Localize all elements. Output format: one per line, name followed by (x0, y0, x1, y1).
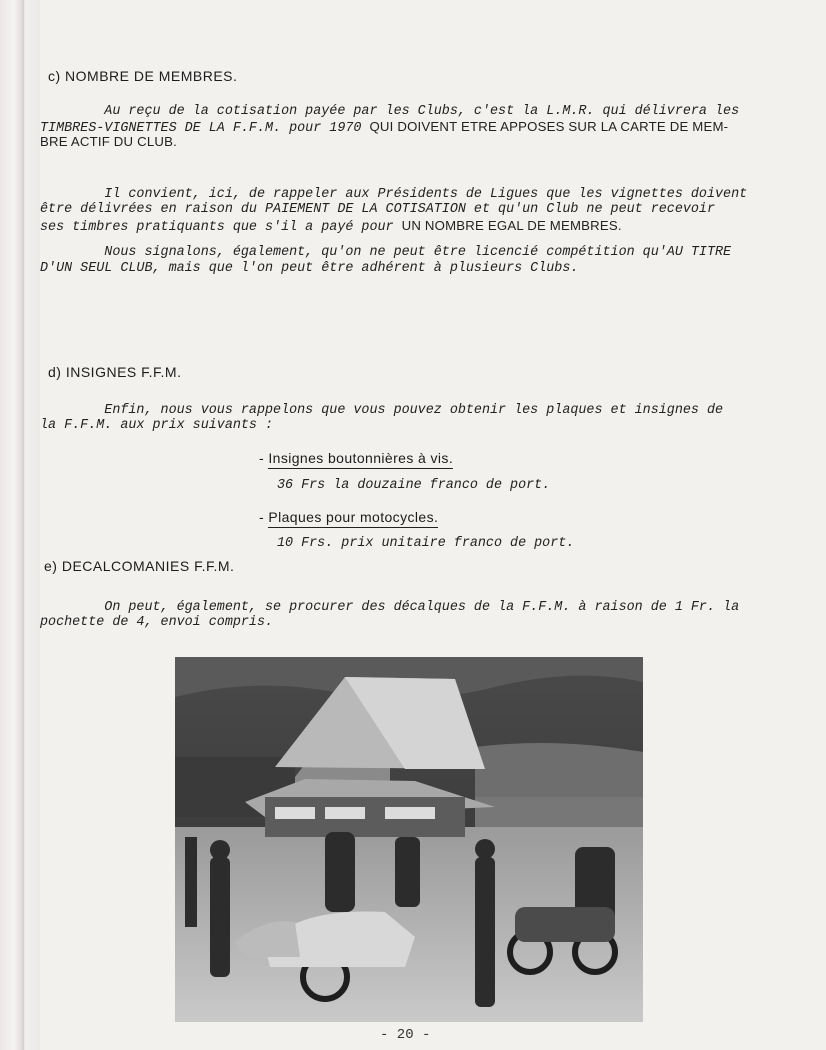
section-d-paragraph-line: la F.F.M. aux prix suivants : (40, 418, 274, 433)
section-c-heading: c) NOMBRE DE MEMBRES. (48, 68, 238, 84)
list-dash: - (259, 450, 269, 466)
section-c-paragraph-line: Nous signalons, également, qu'on ne peut être licencié compétition qu'AU TITRE (40, 245, 732, 260)
section-d-paragraph-line: Enfin, nous vous rappelons que vous pouvez obtenir les plaques et insignes de (40, 403, 724, 418)
list-item-label (259, 509, 438, 525)
underlined-item-title: Insignes boutonnières à vis. (268, 450, 453, 469)
section-e-paragraph-line: On peut, également, se procurer des décalques de la F.F.M. à raison de 1 Fr. la (40, 600, 740, 615)
section-e-paragraph-line: pochette de 4, envoi compris. (40, 615, 274, 630)
section-e-heading: e) DECALCOMANIES F.F.M. (44, 558, 235, 574)
underlined-item-title: Plaques pour motocycles. (268, 509, 438, 528)
caps-emphasis: BRE ACTIF DU CLUB. (40, 134, 177, 149)
section-c-paragraph-line: Au reçu de la cotisation payée par les Clubs, c'est la L.M.R. qui délivrera les (40, 104, 740, 119)
list-item-price: 36 Frs la douzaine franco de port. (277, 478, 551, 493)
list-item-price: 10 Frs. prix unitaire franco de port. (277, 536, 575, 551)
caps-emphasis: UN NOMBRE EGAL DE MEMBRES. (401, 218, 622, 233)
page-number: - 20 - (380, 1027, 431, 1043)
section-c-paragraph-line (40, 218, 622, 235)
text-run: TIMBRES-VIGNETTES DE LA F.F.M. pour 1970 (40, 121, 370, 136)
list-item-label (259, 450, 453, 466)
photo-drawing (175, 657, 643, 1022)
section-c-paragraph-line: D'UN SEUL CLUB, mais que l'on peut être adhérent à plusieurs Clubs. (40, 261, 579, 276)
binding-margin (0, 0, 40, 1050)
list-dash: - (259, 509, 269, 525)
section-c-paragraph-line: Il convient, ici, de rappeler aux Présidents de Ligues que les vignettes doivent (40, 187, 748, 202)
text-run: ses timbres pratiquants que s'il a payé pour (40, 220, 402, 235)
section-c-paragraph-line (40, 134, 177, 151)
caps-emphasis: QUI DOIVENT ETRE APPOSES SUR LA CARTE DE MEM- (369, 119, 729, 134)
section-d-heading: d) INSIGNES F.F.M. (48, 364, 182, 380)
section-c-paragraph-line: être délivrées en raison du PAIEMENT DE LA COTISATION et qu'un Club ne peut recevoir (40, 202, 715, 217)
photo-motorcycle-gathering (175, 657, 643, 1022)
page-edge-line (22, 0, 24, 1050)
